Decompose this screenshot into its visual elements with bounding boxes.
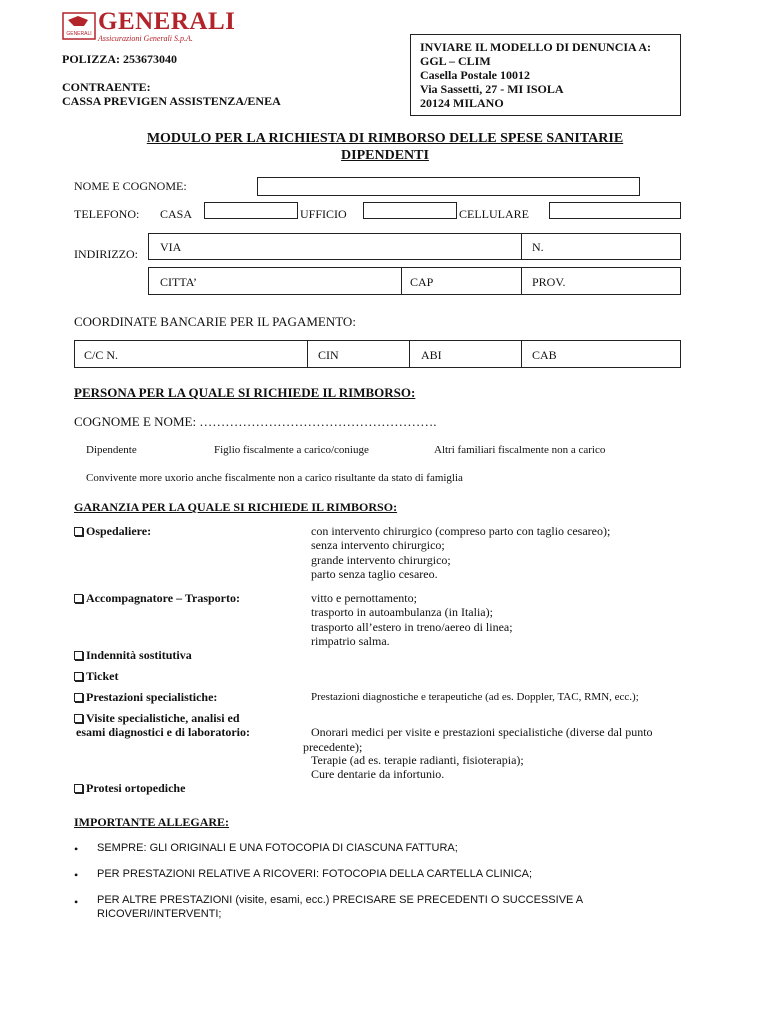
- cab-field[interactable]: [521, 340, 681, 368]
- indennita-checkbox[interactable]: [74, 651, 83, 660]
- polizza-number: POLIZZA: 253673040: [62, 52, 178, 66]
- ospedaliere-item: grande intervento chirurgico;: [311, 553, 451, 567]
- allegare-item: SEMPRE: GLI ORIGINALI E UNA FOTOCOPIA DI CIASCUNA FATTURA;: [97, 842, 458, 854]
- ospedaliere-item: con intervento chirurgico (compreso parto con taglio cesareo);: [311, 524, 611, 538]
- address-line: Via Sassetti, 27 - MI ISOLA: [420, 82, 564, 96]
- citta-field[interactable]: [148, 267, 402, 295]
- ospedaliere-item: parto senza taglio cesareo.: [311, 567, 438, 581]
- cognome-nome-line[interactable]: COGNOME E NOME: ……………………………………………….: [74, 414, 437, 429]
- persona-heading: PERSONA PER LA QUALE SI RICHIEDE IL RIMBORSO:: [74, 385, 416, 400]
- cellulare-field[interactable]: [549, 202, 681, 219]
- prestazioni-desc: Prestazioni diagnostiche e terapeutiche (ad es. Doppler, TAC, RMN, ecc.);: [311, 691, 639, 703]
- address-line: GGL – CLIM: [420, 54, 491, 68]
- via-label: VIA: [160, 240, 182, 254]
- allegare-item: PER ALTRE PRESTAZIONI (visite, esami, ecc.) PRECISARE SE PRECEDENTI O SUCCESSIVE A: [97, 894, 584, 906]
- address-line: INVIARE IL MODELLO DI DENUNCIA A:: [420, 40, 652, 54]
- cc-label: C/C N.: [84, 348, 119, 362]
- via-field[interactable]: [148, 233, 522, 260]
- accompagnatore-item: vitto e pernottamento;: [311, 591, 417, 605]
- form-title-line1: MODULO PER LA RICHIESTA DI RIMBORSO DELLE SPESE SANITARIE: [146, 131, 624, 146]
- visite-desc: Terapie (ad es. terapie radianti, fisioterapia);: [311, 753, 524, 767]
- logo-subtitle: Assicurazioni Generali S.p.A.: [98, 34, 193, 43]
- cap-field[interactable]: [401, 267, 522, 295]
- protesi-checkbox[interactable]: [74, 784, 83, 793]
- address-line: 20124 MILANO: [420, 96, 504, 110]
- prestazioni-checkbox[interactable]: [74, 693, 83, 702]
- generali-logo: [62, 8, 236, 43]
- cin-field[interactable]: [307, 340, 410, 368]
- prov-label: PROV.: [532, 275, 566, 289]
- contraente-label: CONTRAENTE:: [62, 80, 151, 94]
- garanzia-heading: GARANZIA PER LA QUALE SI RICHIEDE IL RIMBORSO:: [74, 500, 398, 514]
- accompagnatore-label: Accompagnatore – Trasporto:: [86, 591, 240, 605]
- indennita-label: Indennità sostitutiva: [86, 648, 192, 662]
- accompagnatore-item: rimpatrio salma.: [311, 634, 390, 648]
- ospedaliere-item: senza intervento chirurgico;: [311, 538, 445, 552]
- ticket-option[interactable]: [74, 669, 118, 684]
- ospedaliere-option[interactable]: [74, 524, 151, 539]
- allegare-item: PER PRESTAZIONI RELATIVE A RICOVERI: FOTOCOPIA DELLA CARTELLA CLINICA;: [97, 868, 533, 880]
- allegare-item: RICOVERI/INTERVENTI;: [97, 908, 222, 920]
- generali-emblem-icon: [62, 12, 96, 40]
- ticket-label: Ticket: [86, 669, 119, 683]
- citta-label: CITTA’: [160, 275, 198, 289]
- option-figlio-coniuge[interactable]: Figlio fiscalmente a carico/coniuge: [214, 444, 369, 456]
- visite-option[interactable]: [74, 711, 240, 726]
- visite-label-2: esami diagnostici e di laboratorio:: [76, 725, 250, 739]
- logo-name: GENERALI: [98, 8, 236, 35]
- svg-text:GENERALI: GENERALI: [66, 31, 92, 37]
- casa-field[interactable]: [204, 202, 298, 219]
- bank-title: COORDINATE BANCARIE PER IL PAGAMENTO:: [74, 314, 356, 329]
- visite-label-1: Visite specialistiche, analisi ed: [86, 711, 240, 725]
- accompagnatore-option[interactable]: [74, 591, 240, 606]
- allegare-heading: IMPORTANTE ALLEGARE:: [74, 815, 230, 829]
- indirizzo-label: INDIRIZZO:: [74, 247, 138, 261]
- ospedaliere-checkbox[interactable]: [74, 527, 83, 536]
- ospedaliere-label: Ospedaliere:: [86, 524, 152, 538]
- nome-field[interactable]: [257, 177, 640, 196]
- accompagnatore-item: trasporto all’estero in treno/aereo di linea;: [311, 620, 513, 634]
- form-title-line2: DIPENDENTI: [341, 148, 429, 163]
- n-label: N.: [532, 240, 544, 254]
- civico-field[interactable]: [521, 233, 681, 260]
- protesi-option[interactable]: [74, 781, 185, 796]
- cap-label: CAP: [410, 275, 434, 289]
- prov-field[interactable]: [521, 267, 681, 295]
- prestazioni-label: Prestazioni specialistiche:: [86, 690, 218, 704]
- cc-field[interactable]: [74, 340, 308, 368]
- ufficio-field[interactable]: [363, 202, 457, 219]
- telefono-label: TELEFONO:: [74, 207, 140, 221]
- option-convivente[interactable]: Convivente more uxorio anche fiscalmente non a carico risultante da stato di famiglia: [86, 472, 463, 484]
- bullet-icon: •: [74, 868, 79, 882]
- contraente-value: CASSA PREVIGEN ASSISTENZA/ENEA: [62, 94, 281, 108]
- cin-label: CIN: [318, 348, 339, 362]
- abi-field[interactable]: [409, 340, 522, 368]
- accompagnatore-item: trasporto in autoambulanza (in Italia);: [311, 605, 493, 619]
- option-dipendente[interactable]: Dipendente: [86, 444, 137, 456]
- option-altri-familiari[interactable]: Altri familiari fiscalmente non a carico: [434, 444, 606, 456]
- bullet-icon: •: [74, 842, 79, 856]
- address-line: Casella Postale 10012: [420, 68, 530, 82]
- prestazioni-option[interactable]: [74, 690, 217, 705]
- nome-label: NOME E COGNOME:: [74, 179, 187, 193]
- cellulare-label: CELLULARE: [459, 207, 529, 221]
- casa-label: CASA: [160, 207, 193, 221]
- ticket-checkbox[interactable]: [74, 672, 83, 681]
- abi-label: ABI: [421, 348, 442, 362]
- ufficio-label: UFFICIO: [300, 207, 347, 221]
- address-box: [410, 34, 681, 116]
- visite-checkbox[interactable]: [74, 714, 83, 723]
- visite-desc: Onorari medici per visite e prestazioni specialistiche (diverse dal punto: [311, 725, 653, 739]
- indennita-option[interactable]: [74, 648, 192, 663]
- visite-desc: Cure dentarie da infortunio.: [311, 767, 445, 781]
- accompagnatore-checkbox[interactable]: [74, 594, 83, 603]
- cab-label: CAB: [532, 348, 557, 362]
- bullet-icon: •: [74, 895, 79, 909]
- visite-desc: precedente);: [303, 740, 363, 754]
- protesi-label: Protesi ortopediche: [86, 781, 186, 795]
